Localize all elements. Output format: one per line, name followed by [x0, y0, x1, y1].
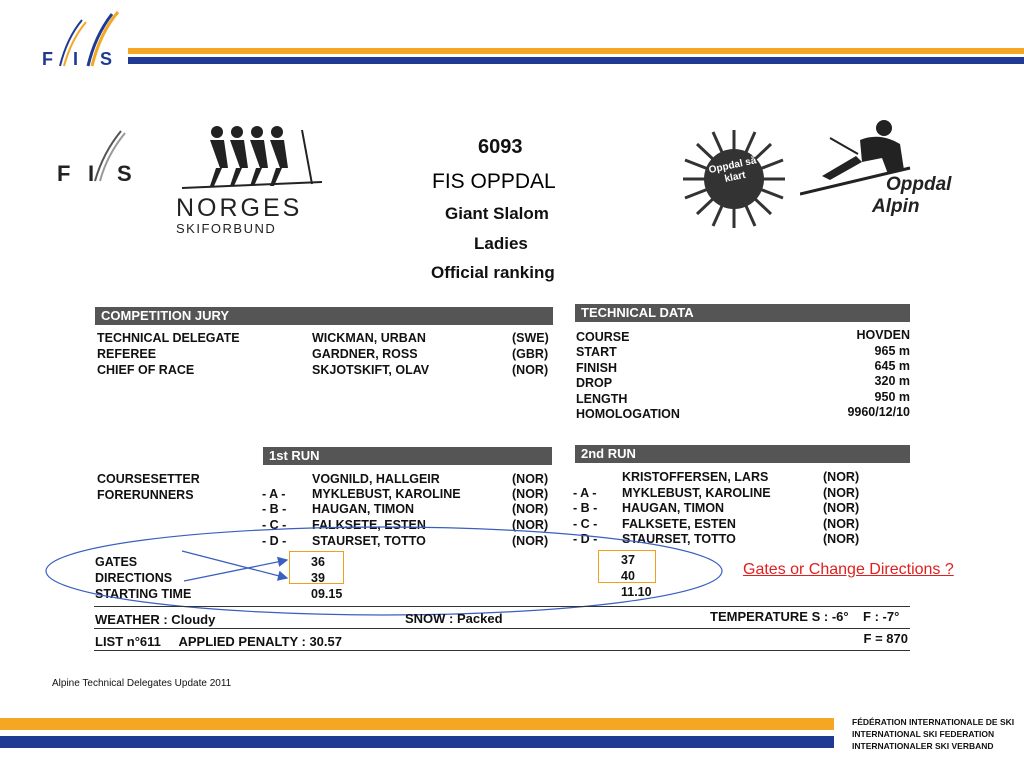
tech-value-1: 965 m — [874, 344, 910, 358]
tech-label-0: COURSE — [576, 330, 630, 344]
run2-starting-time: 11.10 — [621, 585, 652, 599]
svg-text:S: S — [117, 161, 132, 185]
tech-value-5: 9960/12/10 — [847, 405, 910, 419]
rule-line-bottom — [94, 650, 910, 651]
norges-line1: NORGES — [176, 194, 303, 222]
jury-role-1: REFEREE — [97, 347, 157, 361]
jury-role-2: CHIEF OF RACE — [97, 363, 195, 377]
svg-text:I: I — [88, 161, 95, 185]
tech-label-5: HOMOLOGATION — [576, 407, 680, 421]
run2-forerunner-tag-3: - D - — [573, 532, 598, 546]
race-number: 6093 — [478, 136, 523, 158]
footer-federation-0: FÉDÉRATION INTERNATIONALE DE SKI — [852, 717, 1015, 727]
run2-coursesetter-name: KRISTOFFERSEN, LARS — [622, 470, 769, 484]
norges-line2: SKIFORBUND — [176, 221, 277, 236]
run2-forerunner-name-0: MYKLEBUST, KAROLINE — [622, 486, 771, 500]
tech-value-3: 320 m — [874, 374, 910, 388]
footer-federation-1: INTERNATIONAL SKI FEDERATION — [852, 729, 995, 739]
svg-text:I: I — [73, 49, 79, 69]
run1-forerunner-tag-2: - C - — [262, 518, 287, 532]
run1-coursesetter-name: VOGNILD, HALLGEIR — [312, 472, 440, 486]
jury-nation-1: (GBR) — [512, 347, 549, 361]
run1-forerunner-nation-1: (NOR) — [512, 502, 549, 516]
annotation-ellipse — [46, 527, 722, 615]
run2-coursesetter-nation: (NOR) — [823, 470, 860, 484]
run2-forerunner-nation-0: (NOR) — [823, 486, 860, 500]
run1-directions: 39 — [311, 571, 325, 585]
run1-forerunner-nation-2: (NOR) — [512, 518, 549, 532]
tech-value-2: 645 m — [874, 359, 910, 373]
run2-forerunner-nation-3: (NOR) — [823, 532, 860, 546]
svg-text:F: F — [42, 49, 53, 69]
svg-text:F: F — [57, 161, 71, 185]
list-info: LIST n°611 APPLIED PENALTY : 30.57 — [95, 634, 342, 649]
label-forerunners: FORERUNNERS — [97, 488, 194, 502]
oppdal-badge-text: Oppdal så klart — [707, 155, 758, 185]
run1-coursesetter-nation: (NOR) — [512, 472, 549, 486]
snow: SNOW : Packed — [405, 611, 503, 626]
tech-label-4: LENGTH — [576, 392, 628, 406]
jury-nation-2: (NOR) — [512, 363, 549, 377]
label-starting-time: STARTING TIME — [95, 587, 192, 601]
jury-name-0: WICKMAN, URBAN — [312, 331, 426, 345]
run1-forerunner-name-1: HAUGAN, TIMON — [312, 502, 415, 516]
jury-name-1: GARDNER, ROSS — [312, 347, 418, 361]
run1-forerunner-name-2: FALKSETE, ESTEN — [312, 518, 426, 532]
tech-label-2: FINISH — [576, 361, 617, 375]
label-gates: GATES — [95, 555, 138, 569]
run1-forerunner-name-0: MYKLEBUST, KAROLINE — [312, 487, 461, 501]
race-name: FIS OPPDAL — [432, 170, 556, 193]
run2-forerunner-tag-2: - C - — [573, 517, 598, 531]
footer-stripe-navy — [0, 736, 834, 748]
run2-forerunner-nation-2: (NOR) — [823, 517, 860, 531]
footer-stripe-orange — [0, 718, 834, 730]
oppdal-alpin-line2: Alpin — [872, 196, 920, 217]
run2-header: 2nd RUN — [575, 445, 910, 463]
list-title: Official ranking — [431, 263, 555, 282]
jury-role-0: TECHNICAL DELEGATE — [97, 331, 240, 345]
arrow-gates-to-directions — [182, 551, 287, 578]
run1-forerunner-tag-0: - A - — [262, 487, 286, 501]
run1-forerunner-name-3: STAURSET, TOTTO — [312, 534, 426, 548]
run2-directions: 40 — [621, 569, 635, 583]
label-directions: DIRECTIONS — [95, 571, 173, 585]
weather: WEATHER : Cloudy — [95, 612, 216, 627]
run1-header: 1st RUN — [263, 447, 552, 465]
footer-caption: Alpine Technical Delegates Update 2011 — [52, 678, 232, 689]
jury-header: COMPETITION JURY — [95, 307, 553, 325]
run2-forerunner-name-2: FALKSETE, ESTEN — [622, 517, 736, 531]
footer-federation-2: INTERNATIONALER SKI VERBAND — [852, 741, 994, 751]
run1-gates: 36 — [311, 555, 325, 569]
arrow-directions-to-gates — [184, 560, 287, 581]
label-coursesetter: COURSESETTER — [97, 472, 200, 486]
run2-forerunner-tag-1: - B - — [573, 501, 598, 515]
race-category: Ladies — [474, 234, 528, 253]
run1-forerunner-tag-1: - B - — [262, 502, 287, 516]
run2-forerunner-tag-0: - A - — [573, 486, 597, 500]
run1-forerunner-tag-3: - D - — [262, 534, 287, 548]
run1-forerunner-nation-0: (NOR) — [512, 487, 549, 501]
run2-forerunner-name-3: STAURSET, TOTTO — [622, 532, 736, 546]
run1-starting-time: 09.15 — [311, 587, 343, 601]
rule-line-top — [94, 606, 910, 607]
run2-forerunner-nation-1: (NOR) — [823, 501, 860, 515]
svg-text:S: S — [100, 49, 113, 69]
jury-name-2: SKJOTSKIFT, OLAV — [312, 363, 430, 377]
tech-value-0: HOVDEN — [856, 328, 910, 342]
technical-header: TECHNICAL DATA — [575, 304, 910, 322]
rule-line-mid — [94, 628, 910, 629]
race-discipline: Giant Slalom — [445, 204, 549, 223]
f-value: F = 870 — [863, 631, 908, 646]
annotation-question: Gates or Change Directions ? — [743, 561, 954, 578]
tech-label-1: START — [576, 345, 617, 359]
jury-nation-0: (SWE) — [512, 331, 549, 345]
oppdal-alpin-line1: Oppdal — [886, 174, 952, 195]
tech-label-3: DROP — [576, 376, 613, 390]
run2-gates: 37 — [621, 553, 635, 567]
run1-forerunner-nation-3: (NOR) — [512, 534, 549, 548]
run2-forerunner-name-1: HAUGAN, TIMON — [622, 501, 725, 515]
tech-value-4: 950 m — [874, 390, 910, 404]
temperature: TEMPERATURE S : -6° F : -7° — [710, 609, 900, 624]
